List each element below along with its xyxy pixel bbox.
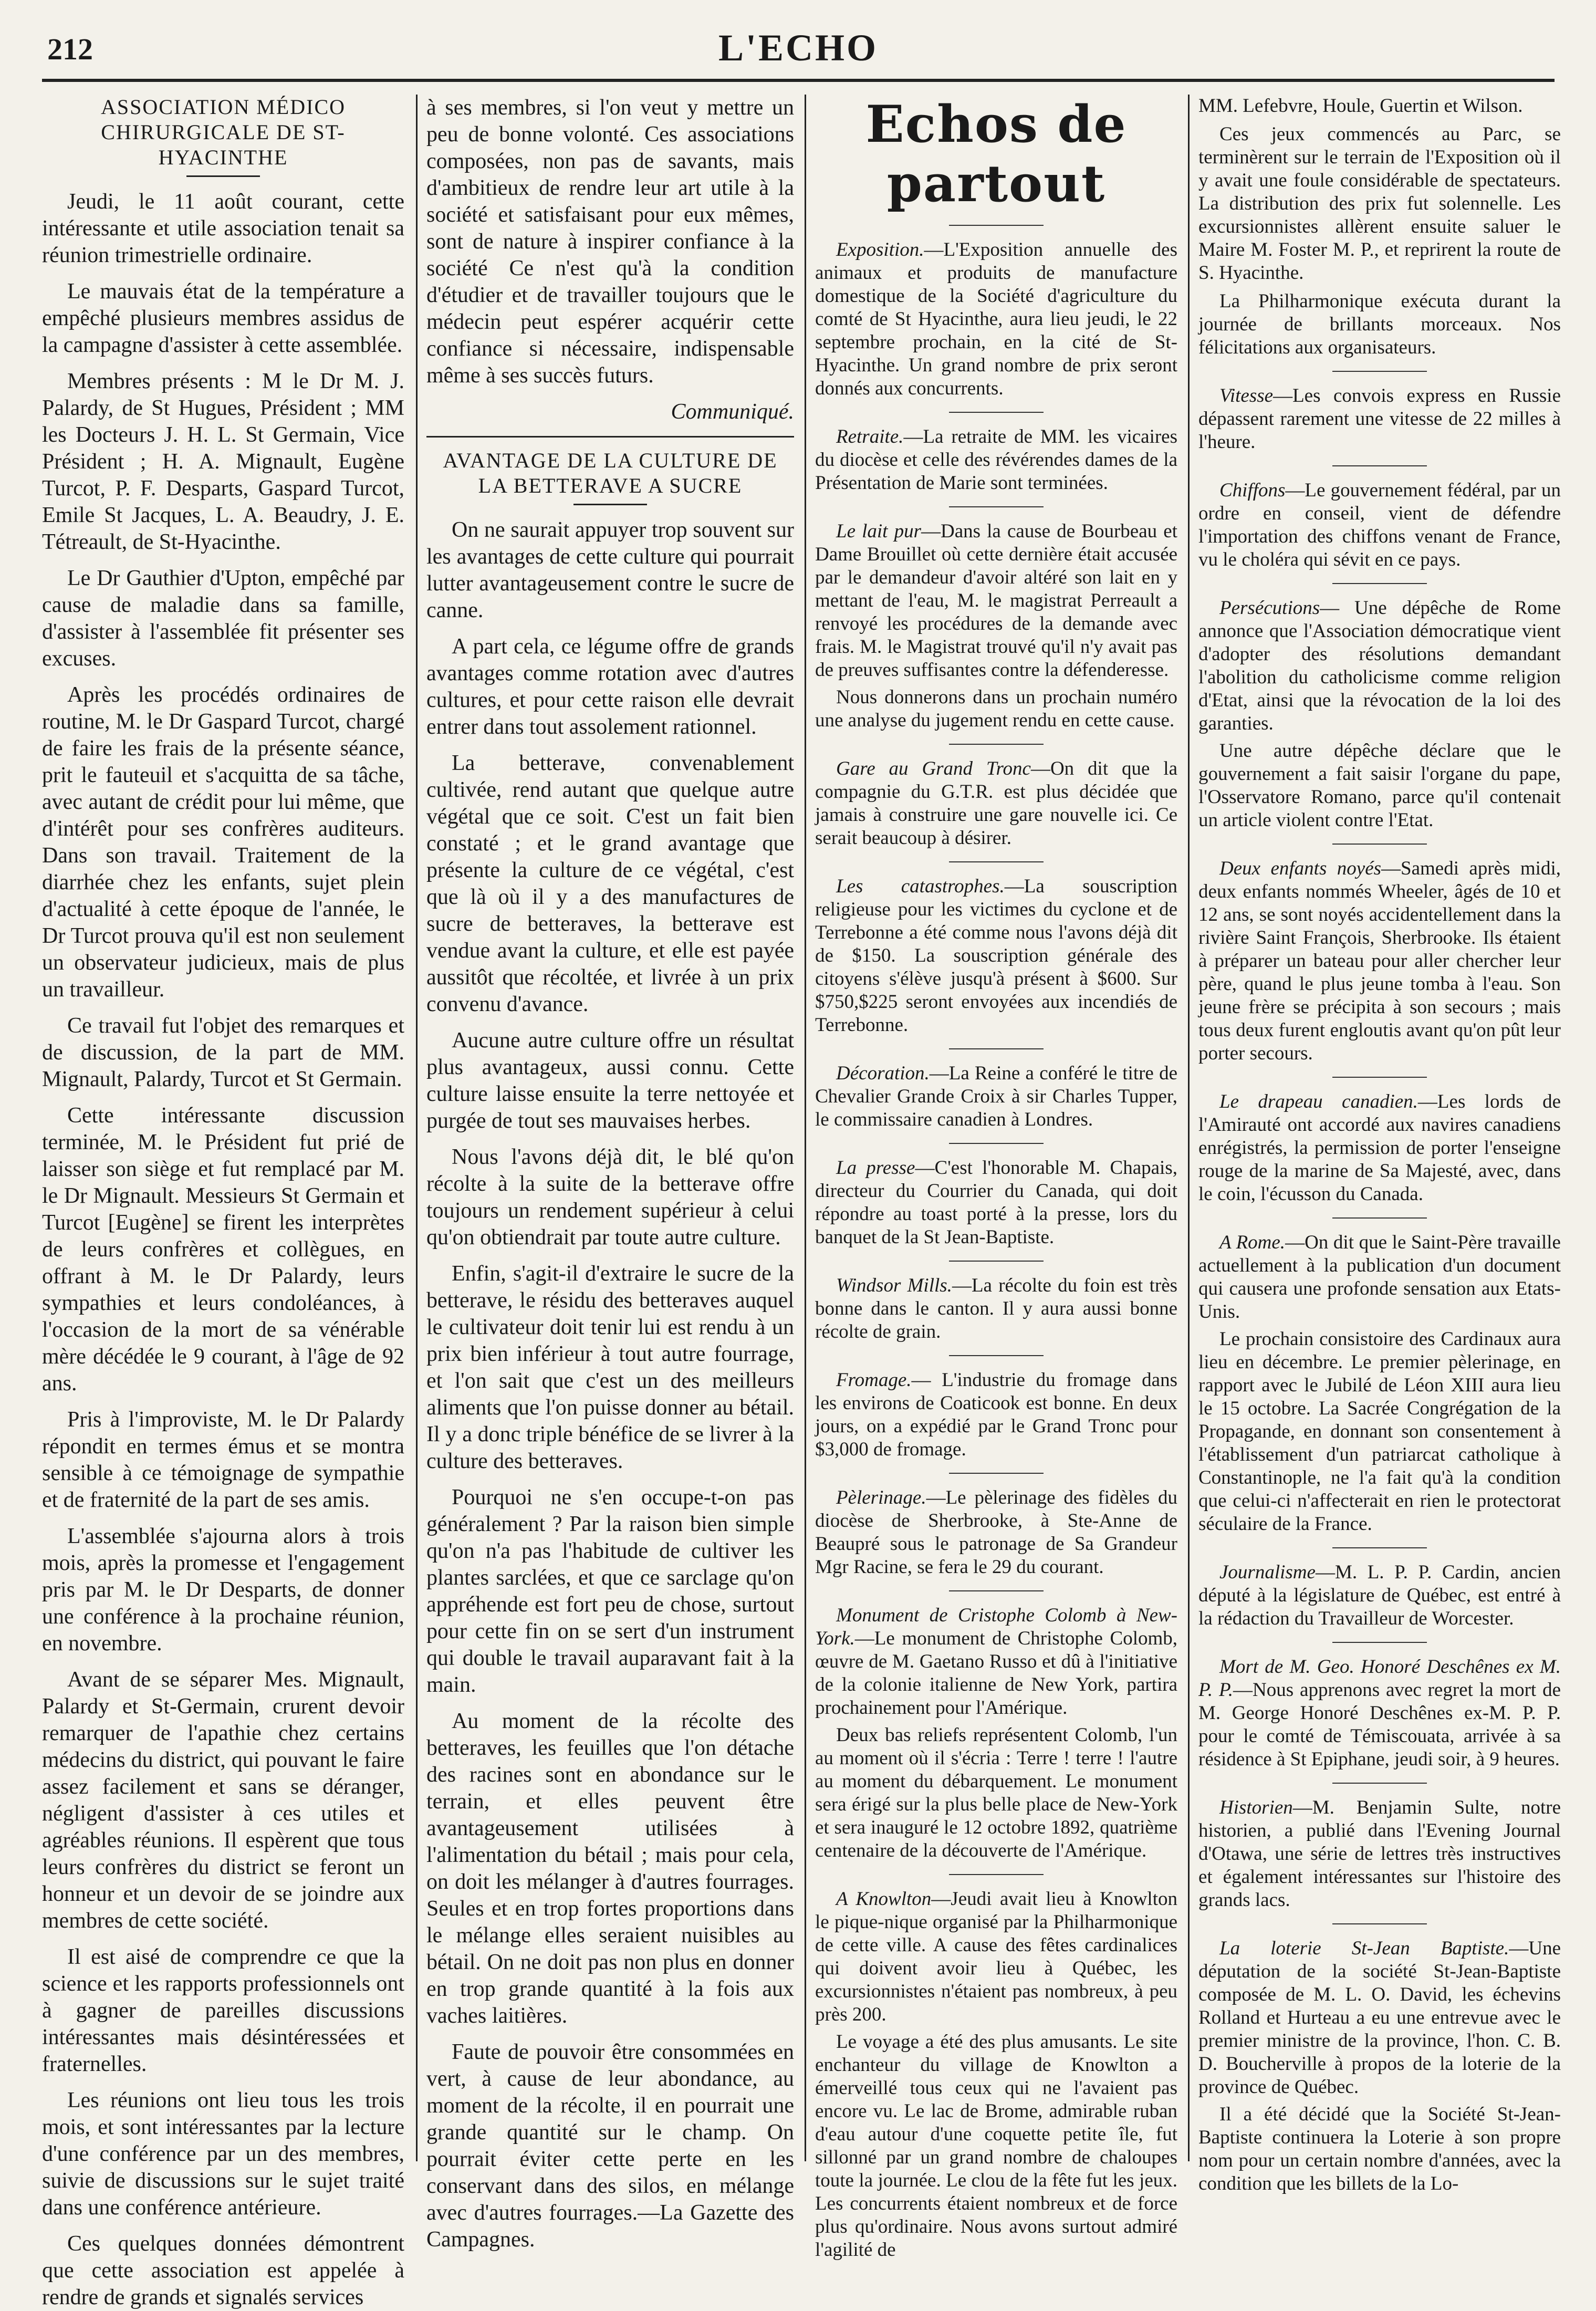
item-separator [949, 1590, 1044, 1591]
news-item-keyword: Gare au Grand Tronc [836, 758, 1031, 779]
news-item [815, 1062, 1177, 1131]
news-item-keyword: Mort de M. Geo. Honoré Deschênes ex M. P. P. [1198, 1656, 1561, 1701]
item-separator [949, 506, 1044, 507]
news-item [815, 238, 1177, 400]
news-item [1198, 384, 1561, 454]
news-item [815, 1604, 1177, 1862]
news-item [815, 757, 1177, 850]
news-item-text [815, 1062, 1177, 1131]
section-heading-echos: Echos de partout [865, 95, 1127, 213]
news-item-text [815, 238, 1177, 400]
news-item-body: —C'est l'honorable M. Chapais, directeur du Courrier du Canada, qui doit répondre au toast porté à la presse, lors du banquet de la St Jean-Baptiste. [815, 1157, 1177, 1248]
article-title-association: ASSOCIATION MÉDICO CHIRURGICALE DE ST-HYACINTHE [100, 95, 346, 169]
news-item [1198, 1090, 1561, 1206]
continuation-paragraph: à ses membres, si l'on veut y mettre un peu de bonne volonté. Ces associations composées, non pas de savants, mais d'ambitieux de rendre leur art utile à la société et satisfaisant pour eux mêmes, sont de nature à inspirer confiance à la société Ce n'est qu'à la condition d'étudier et de travailler toujours que le médecin peut espérer acquérir cette confiance si nécessaire, indispensable même à ses succès futurs. [426, 96, 794, 388]
article-paragraph: Pourquoi ne s'en occupe-t-on pas généralement ? Par la raison bien simple qu'on n'a pas l'habitude de cultiver les plantes sarclées, et que ce sarclage qu'on appréhende est fort peu de chose, surtout pour cette fin on se sert d'un instrument qui double le travail auparavant fait à la main. [426, 1485, 794, 1697]
news-item-keyword: La loterie St-Jean Baptiste. [1219, 1938, 1509, 1959]
news-item-body: —La récolte du foin est très bonne dans le canton. Il y aura aussi bonne récolte de grain. [815, 1275, 1178, 1342]
news-item-text [1198, 857, 1561, 1065]
item-separator [949, 412, 1044, 413]
news-item-text [815, 1888, 1177, 2026]
article-title-betterave: AVANTAGE DE LA CULTURE DE LA BETTERAVE A SUCRE [443, 449, 778, 497]
item-separator [949, 1143, 1044, 1144]
news-item-body: —Une députation de la société St-Jean-Baptiste composée de M. L. O. David, les échevins Rolland et Hurteau a eu une entrevue avec le premier ministre de la province, l'hon. C. B. D. Boucherville à propos de la loterie de la province de Québec. [1198, 1938, 1561, 2098]
article-paragraph: Nous l'avons déjà dit, le blé qu'on récolte à la suite de la betterave offre toujours un rendement supérieur à celui qu'on obtiendrait par toute autre culture. [426, 1145, 794, 1250]
news-item-text [815, 875, 1177, 1037]
news-item-text [1198, 1937, 1561, 2099]
article-paragraph: Au moment de la récolte des betteraves, les feuilles que l'on détache des racines sont en abondance sur le terrain, et elles peuvent être avantageusement utilisées à l'alimentation du bétail ; mais pour cela, on doit les mélanger à d'autres fourrages. Seules et en trop fortes proportions dans le mélange elles seraient nuisibles au bétail. On ne doit pas non plus en donner en trop grande quantité à la fois aux vaches laitières. [426, 1709, 794, 2028]
news-item-body: —Les lords de l'Amirauté ont accordé aux navires canadiens enrégistrés, la permission de porter l'enseigne rouge de la marine de Sa Majesté, avec, dans le coin, l'écusson du Canada. [1198, 1091, 1561, 1205]
news-item-text [815, 520, 1177, 682]
news-item-text [1198, 597, 1561, 735]
news-item [815, 1274, 1177, 1344]
news-item [1198, 1796, 1561, 1912]
news-item-extra: Deux bas reliefs représentent Colomb, l'un au moment où il s'écria : Terre ! terre ! l'autre au moment du débarquement. Le monument sera érigé sur la plus belle place de New-York et sera inauguré le 12 octobre 1892, quatrième centenaire de la découverte de l'Amérique. [815, 1724, 1177, 1861]
news-item-text [815, 1369, 1177, 1461]
news-item-keyword: Persécutions [1219, 597, 1320, 619]
news-item-keyword: Fromage. [836, 1369, 912, 1391]
article-paragraph: Membres présents : M le Dr M. J. Palardy, de St Hugues, Président ; MM les Docteurs J. H. L. St Germain, Vice Président ; H. A. Mignault, Eugène Turcot, P. F. Desparts, Gaspard Turcot, Emile St Jacques, L. A. Beaudry, J. E. Tétreault, de St-Hyacinthe. [42, 369, 404, 554]
item-separator [1332, 1547, 1427, 1548]
news-item-keyword: Le lait pur [836, 521, 921, 542]
echos-items [815, 225, 1177, 2262]
news-item-text [1198, 479, 1561, 571]
news-item-extra: Nous donnerons dans un prochain numéro une analyse du jugement rendu en cette cause. [815, 686, 1177, 731]
article-paragraph: Faute de pouvoir être consommées en vert, à cause de leur abondance, au moment de la récolte, il en pourrait une grande quantité sur le champ. On pourrait éviter cette perte en les conservant dans des silos, en mélange avec d'autres fourrages.—La Gazette des Campagnes. [426, 2040, 794, 2252]
news-item-text [815, 1604, 1177, 1720]
news-item [815, 875, 1177, 1037]
item-separator [1332, 1077, 1427, 1078]
news-item-keyword: La presse [836, 1157, 915, 1179]
news-item-body: —La retraite de MM. les vicaires du diocèse et celle des révérendes dames de la Présentation de Marie sont terminées. [815, 426, 1177, 494]
news-item-keyword: Deux enfants noyés [1219, 858, 1382, 879]
article-paragraph: Le Dr Gauthier d'Upton, empêché par cause de maladie dans sa famille, d'assister à l'assemblée fit présenter ses excuses. [42, 566, 404, 671]
article-paragraph: L'assemblée s'ajourna alors à trois mois, après la promesse et l'engagement pris par M. le Dr Desparts, de donner une conférence à la prochaine réunion, en novembre. [42, 1524, 404, 1656]
item-separator [949, 1473, 1044, 1474]
news-item-body: —Nous apprenons avec regret la mort de M. George Honoré Deschênes ex-M. P. P. pour le comté de Témiscouata, arrivée à sa résidence à St Epiphane, jeudi soir, à 9 heures. [1198, 1679, 1561, 1770]
item-separator [949, 1261, 1044, 1262]
news-item [815, 1369, 1177, 1461]
column-divider [805, 95, 806, 2161]
news-item-body: —La Reine a conféré le titre de Chevalier Grande Croix à sir Charles Tupper, le commissaire canadien à Londres. [815, 1063, 1177, 1130]
news-item-text [815, 1157, 1177, 1249]
news-item-body: —Le monument de Christophe Colomb, œuvre de M. Gaetano Russo et dû à l'initiative de la colonie italienne de New York, partira prochainement pour l'Amérique. [815, 1628, 1177, 1719]
article-signature: Communiqué. [671, 400, 794, 424]
news-item-text [815, 425, 1177, 495]
article-paragraph: Avant de se séparer Mes. Mignault, Palardy et St-Germain, crurent devoir remarquer de l'apathie chez certains médecins du district, qui pouvant le faire assez facilement et sans se déranger, négligent d'assister à ces utiles et agréables réunions. Il espèrent que tous leurs confrères du district se feront un honneur et un devoir de se joindre aux membres de cette société. [42, 1668, 404, 1933]
page-number: 212 [47, 32, 93, 66]
item-separator [1332, 1923, 1427, 1924]
news-item [1198, 1561, 1561, 1630]
news-item-keyword: A Knowlton [836, 1888, 932, 1910]
item-separator [949, 861, 1044, 862]
article-paragraph: Après les procédés ordinaires de routine, M. le Dr Gaspard Turcot, chargé de faire les frais de la présente séance, prit le fauteuil et s'acquitta de sa tâche, avec autant de crédit pour lui même, que d'intérêt pour ses confrères auditeurs. Dans son travail. Traitement de la diarrhée chez les enfants, sujet plein d'actualité à cette époque de l'année, le Dr Turcot prouva qu'il est non seulement un observateur judicieux, mais de plus un travailleur. [42, 683, 404, 1002]
news-item-keyword: Pèlerinage. [836, 1487, 926, 1508]
article-paragraph: A part cela, ce légume offre de grands avantages comme rotation avec d'autres cultures, et pour cette raison elle devrait entrer dans tout assolement rationnel. [426, 634, 794, 739]
column-3 [815, 95, 1178, 2261]
news-item-body: —Le gouvernement fédéral, par un ordre en conseil, vient de défendre l'importation des chiffons venant de France, vu le choléra qui sévit en ce pays. [1198, 480, 1561, 570]
news-item [815, 1157, 1177, 1249]
news-item-body: —Samedi après midi, deux enfants nommés Wheeler, âgés de 10 et 12 ans, se sont noyés accidentellement dans la rivière Saint François, Sherbrooke. Ils étaient à préparer un bateau pour aller chercher leur père, quand le plus jeune tomba à l'eau. Son jeune frère se précipita à son secours ; mais tous deux furent engloutis avant qu'on pût leur porter secours. [1198, 858, 1561, 1064]
news-item-keyword: Chiffons [1219, 480, 1286, 501]
news-item-text [815, 1274, 1177, 1344]
item-separator [1332, 1783, 1427, 1784]
news-item [1198, 1937, 1561, 2195]
column-1 [42, 95, 404, 2309]
article-separator [426, 436, 794, 438]
news-item-keyword: Les catastrophes. [836, 876, 1005, 897]
continuation-paragraph: MM. Lefebvre, Houle, Guertin et Wilson. [1198, 95, 1523, 117]
item-separator [949, 744, 1044, 745]
item-separator [949, 1874, 1044, 1875]
news-item [1198, 1231, 1561, 1536]
news-item [1198, 1656, 1561, 1771]
article-body-association [42, 189, 404, 2311]
news-item [1198, 479, 1561, 571]
news-item-extra: Le prochain consistoire des Cardinaux aura lieu en décembre. Le premier pèlerinage, en rapport avec le Jubilé de Léon XIII aura lieu le 15 octobre. La Sacrée Congrégation de la Propagande, en donnant son consentement à l'établissement d'un patriarcat catholique à Constantinople, ne l'a fait qu'à la condition que celui-ci n'affecterait en rien le protectorat séculaire de la France. [1198, 1328, 1561, 1535]
news-item-text [1198, 1561, 1561, 1630]
news-item-text [1198, 1090, 1561, 1206]
news-item-body: — Une dépêche de Rome annonce que l'Association démocratique vient d'adopter des résolutions demandant l'abolition du catholicisme comme religion d'Etat, ainsi que la révocation de la loi des garanties. [1198, 597, 1561, 734]
news-item-body: —L'Exposition annuelle des animaux et produits de manufacture domestique de la Société d'agriculture du comté de St Hyacinthe, aura lieu jeudi, le 22 septembre prochain, en la cité de St-Hyacinthe. Un grand nombre de prix seront donnés aux concurrents. [815, 239, 1177, 399]
news-item-body: —Jeudi avait lieu à Knowlton le pique-nique organisé par la Philharmonique de cette ville. A cause des fêtes cardinalices qui doivent avoir lieu à Québec, les excursionnistes n'étaient pas nombreux, à peu près 200. [815, 1888, 1177, 2025]
news-item [1198, 597, 1561, 832]
article-paragraph: La betterave, convenablement cultivée, rend autant que quelque autre végétal que ce soit. C'est un fait bien constaté ; et le grand avantage que présente la culture de ce végétal, c'est que là où il y a des manufactures de sucre de betteraves, la betterave est vendue avant la culture, et elle est payée aussitôt que récoltée, et livrée à un prix convenu d'avance. [426, 751, 794, 1016]
news-item-body: —On dit que la compagnie du G.T.R. est plus décidée que jamais à construire une gare nouvelle ici. Ce serait beaucoup à désirer. [815, 758, 1177, 849]
news-item-text [1198, 1796, 1561, 1912]
article-paragraph: Aucune autre culture offre un résultat plus avantageux, aussi connu. Cette culture laisse ensuite la terre nettoyée et purgée de tout ses mauvaises herbes. [426, 1028, 794, 1133]
column-divider [1188, 95, 1190, 2161]
news-item-text [815, 1486, 1177, 1579]
news-item-text [815, 757, 1177, 850]
article-paragraph: Pris à l'improviste, M. le Dr Palardy répondit en termes émus et se montra sensible à ce témoignage de sympathie et de fraternité de la part de ses amis. [42, 1408, 404, 1512]
title-rule [186, 175, 260, 177]
news-item-text [1198, 1656, 1561, 1771]
article-body-betterave [426, 517, 794, 2253]
news-item-keyword: Historien [1219, 1797, 1293, 1818]
news-item-body: —Dans la cause de Bourbeau et Dame Brouillet où cette dernière était accusée par le demandeur d'avoir altéré son lait en y mettant de l'eau, M. le magistrat Perreault a renvoyé les procédures de la demande avec frais. M. le Magistrat trouvé qu'il n'y avait pas de preuves suffisantes contre la défenderesse. [815, 521, 1177, 681]
item-separator [1332, 465, 1427, 466]
news-item-extra: Il a été décidé que la Société St-Jean-Baptiste continuera la Loterie à son propre nom pour un certain nombre d'années, avec la condition que les billets de la Lo- [1198, 2104, 1561, 2194]
news-item-keyword: A Rome. [1219, 1232, 1286, 1253]
news-item [815, 425, 1177, 495]
news-item [815, 1888, 1177, 2262]
echos-items-continued [1198, 371, 1561, 2195]
news-item-keyword: Décoration. [836, 1063, 930, 1084]
news-item-keyword: Windsor Mills. [836, 1275, 952, 1296]
news-item-keyword: Journalisme [1219, 1562, 1316, 1583]
item-separator [1332, 1217, 1427, 1219]
news-item-extra: Une autre dépêche déclare que le gouvernement a fait saisir l'organe du pape, l'Osservatore Romano, parce qu'il contenait un article violent contre l'Etat. [1198, 740, 1561, 831]
item-separator [1332, 1642, 1427, 1643]
item-separator [949, 1048, 1044, 1049]
page-header [42, 21, 1555, 82]
continuation-paragraph: La Philharmonique exécuta durant la journée de brillants morceaux. Nos félicitations aux organisateurs. [1198, 290, 1561, 358]
news-item-text [1198, 384, 1561, 454]
news-item-keyword: Vitesse [1219, 385, 1274, 407]
article-paragraph: Il est aisé de comprendre ce que la science et les rapports professionnels ont à gagner de pareilles discussions intéressantes mais désintéressées et fraternelles. [42, 1945, 404, 2076]
news-item-body: —On dit que le Saint-Père travaille actuellement à la publication d'un document qui causera une profonde sensation aux Etats-Unis. [1198, 1232, 1561, 1323]
article-paragraph: Ce travail fut l'objet des remarques et de discussion, de la part de MM. Mignault, Palardy, Turcot et St Germain. [42, 1014, 404, 1091]
news-item-keyword: Exposition. [836, 239, 924, 261]
masthead: L'ECHO [718, 27, 879, 69]
title-rule [573, 504, 647, 505]
column-divider [416, 95, 418, 2161]
news-item-body: —Le pèlerinage des fidèles du diocèse de Sherbrooke, à Ste-Anne de Beaupré sous le patronage de Sa Grandeur Mgr Racine, se fera le 29 du courant. [815, 1487, 1177, 1578]
article-paragraph: Enfin, s'agit-il d'extraire le sucre de la betterave, le résidu des betteraves auquel le cultivateur doit tenir lui est rendu à un prix bien inférieur à tout autre fourrage, et l'on sait que c'est un des meilleurs aliments que l'on puisse donner au bétail. Il y a donc triple bénéfice de se livrer à la culture des betteraves. [426, 1262, 794, 1473]
article-paragraph: Le mauvais état de la température a empêché plusieurs membres assidus de la campagne d'assister à cette assemblée. [42, 279, 404, 357]
article-paragraph: On ne saurait appuyer trop souvent sur les avantages de cette culture qui pourrait lutter avantageusement contre le sucre de canne. [426, 518, 794, 622]
continuation-paragraph: Ces jeux commencés au Parc, se terminèrent sur le terrain de l'Exposition où il y avait une foule considérable de spectateurs. La distribution des prix fut solennelle. Les excursionnistes allèrent ensuite saluer le Maire M. Foster M. P., et reprirent la route de S. Hyacinthe. [1198, 123, 1561, 284]
news-item-keyword: Retraite. [836, 426, 904, 447]
news-item-extra: Le voyage a été des plus amusants. Le site enchanteur du village de Knowlton a émerveillé tous ceux qui ne l'avaient pas encore vu. Le lac de Brome, admirable ruban d'eau autour d'une coquette petite île, fut sillonné par un grand nombre de chaloupes toute la journée. Le clou de la fête fut les jeux. Les concurrents étaient nombreux et de force plus qu'ordinaire. Nous avons surtout admiré l'agilité de [815, 2031, 1177, 2261]
news-item [1198, 857, 1561, 1065]
news-item-keyword: Monument de Cristophe Colomb à New-York. [815, 1605, 1177, 1649]
item-separator [1332, 583, 1427, 584]
news-item [815, 1486, 1177, 1579]
news-item-body: —M. Benjamin Sulte, notre historien, a publié dans l'Evening Journal d'Otawa, une série de lettres très instructives et également intéressantes sur l'histoire des grands lacs. [1198, 1797, 1561, 1911]
news-item-body: —M. L. P. P. Cardin, ancien député à la législature de Québec, est entré à la rédaction du Travailleur de Worcester. [1198, 1562, 1561, 1629]
column-4 [1198, 95, 1561, 2194]
news-item-body: —La souscription religieuse pour les victimes du cyclone et de Terrebonne a été comme nous l'avons déjà dit de $150. La souscription générale des citoyens s'élève jusqu'à présent à $600. Sur $750,$225 seront envoyées aux incendiés de Terrebonne. [815, 876, 1177, 1036]
article-paragraph: Les réunions ont lieu tous les trois mois, et sont intéressantes par la lecture d'une conférence par un des membres, suivie de discussions sur le sujet traité dans une conférence antérieure. [42, 2088, 404, 2220]
item-separator [1332, 371, 1427, 372]
news-item-body: —Les convois express en Russie dépassent rarement une vitesse de 22 milles à l'heure. [1198, 385, 1561, 453]
column-2 [426, 95, 794, 2252]
article-paragraph: Jeudi, le 11 août courant, cette intéressante et utile association tenait sa réunion trimestrielle ordinaire. [42, 190, 404, 267]
item-separator [949, 225, 1044, 226]
item-separator [949, 1355, 1044, 1356]
news-item [815, 520, 1177, 732]
news-item-keyword: Le drapeau canadien. [1219, 1091, 1418, 1112]
item-separator [1332, 844, 1427, 845]
news-item-body: — L'industrie du fromage dans les environs de Coaticook est bonne. En deux jours, on a expédié par le Grand Tronc pour $3,000 de fromage. [815, 1369, 1177, 1460]
news-item-text [1198, 1231, 1561, 1324]
article-paragraph: Ces quelques données démontrent que cette association est appelée à rendre de grands et signalés services [42, 2232, 404, 2309]
article-paragraph: Cette intéressante discussion terminée, M. le Président fut prié de laisser son siège et fut remplacé par M. le Dr Mignault. Messieurs St Germain et Turcot [Eugène] se firent les interprètes de leurs confrères et collègues, en offrant à M. le Dr Palardy, leurs sympathies et leurs condoléances, à l'occasion de la mort de sa vénérable mère décédée le 9 courant, à l'âge de 92 ans. [42, 1104, 404, 1396]
